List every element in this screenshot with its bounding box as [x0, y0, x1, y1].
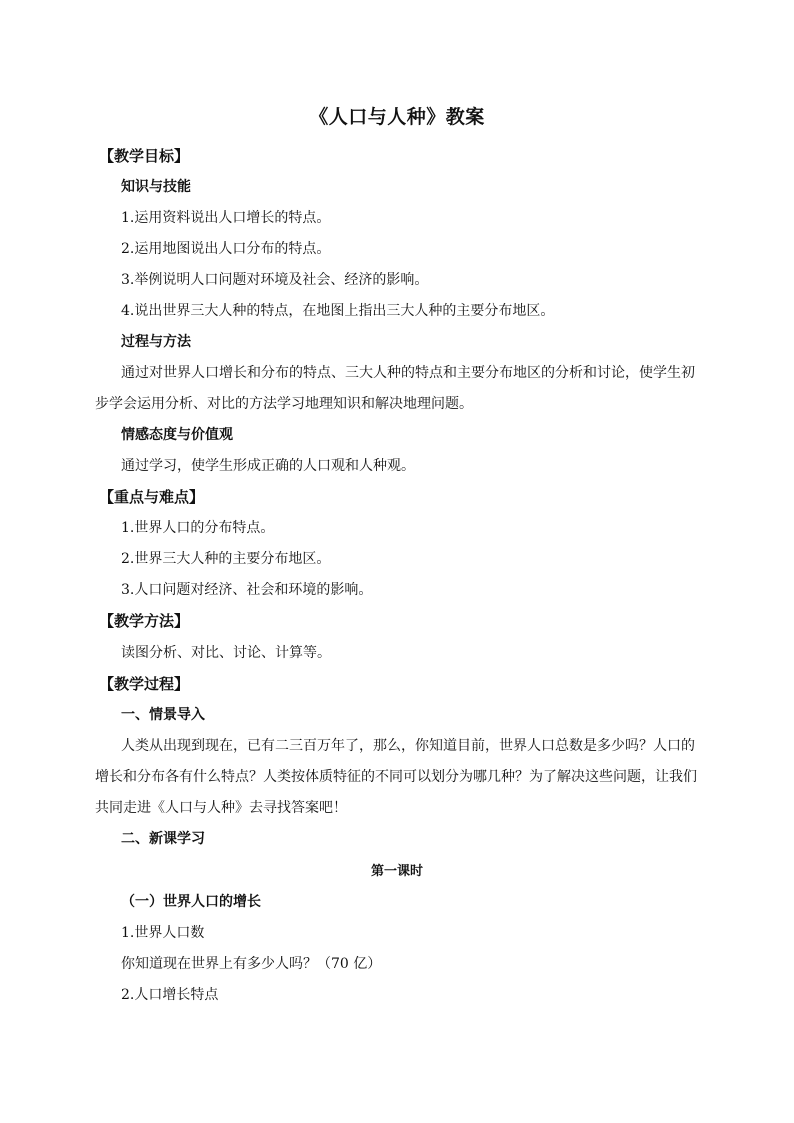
subheading-knowledge-skills: 知识与技能: [121, 179, 191, 195]
heading-teaching-methods: 【教学方法】: [99, 612, 190, 630]
process-paragraph-line: 步学会运用分析、对比的方法学习地理知识和解决地理问题。: [95, 396, 473, 412]
heading-teaching-process: 【教学过程】: [99, 675, 190, 693]
intro-paragraph-line: 增长和分布各有什么特点？人类按体质特征的不同可以划分为哪几种？为了解决这些问题，让我们: [95, 769, 697, 785]
knowledge-item: 3.举例说明人口问题对环境及社会、经济的影响。: [121, 272, 429, 288]
heading-key-points: 【重点与难点】: [99, 488, 205, 506]
keypoint-item: 2.世界三大人种的主要分布地区。: [121, 551, 331, 567]
heading-teaching-goals: 【教学目标】: [99, 147, 190, 165]
knowledge-item: 2.运用地图说出人口分布的特点。: [121, 241, 331, 257]
subheading-new-lesson: 二、新课学习: [121, 831, 205, 847]
keypoint-item: 3.人口问题对经济、社会和环境的影响。: [121, 582, 373, 598]
list-item: 2.人口增长特点: [121, 987, 219, 1003]
subheading-emotion-values: 情感态度与价值观: [121, 427, 233, 443]
methods-paragraph: 读图分析、对比、讨论、计算等。: [121, 645, 331, 661]
question-paragraph: 你知道现在世界上有多少人吗？（70 亿）: [121, 956, 382, 972]
intro-paragraph-line: 人类从出现到现在，已有二三百万年了，那么，你知道目前，世界人口总数是多少吗？人口的: [121, 738, 695, 754]
process-paragraph-line: 通过对世界人口增长和分布的特点、三大人种的特点和主要分布地区的分析和讨论，使学生初: [121, 365, 695, 381]
subheading-process-methods: 过程与方法: [121, 334, 191, 350]
knowledge-item: 1.运用资料说出人口增长的特点。: [121, 210, 331, 226]
knowledge-item: 4.说出世界三大人种的特点，在地图上指出三大人种的主要分布地区。: [121, 303, 555, 319]
emotion-paragraph: 通过学习，使学生形成正确的人口观和人种观。: [121, 458, 415, 474]
intro-paragraph-line: 共同走进《人口与人种》去寻找答案吧！: [95, 800, 347, 816]
list-item: 1.世界人口数: [121, 925, 205, 941]
subheading-introduction: 一、情景导入: [121, 707, 205, 723]
subheading-population-growth: （一）世界人口的增长: [121, 894, 261, 910]
keypoint-item: 1.世界人口的分布特点。: [121, 520, 275, 536]
lesson-period-label: 第一课时: [370, 864, 423, 879]
document-title: 《人口与人种》教案: [309, 106, 485, 128]
